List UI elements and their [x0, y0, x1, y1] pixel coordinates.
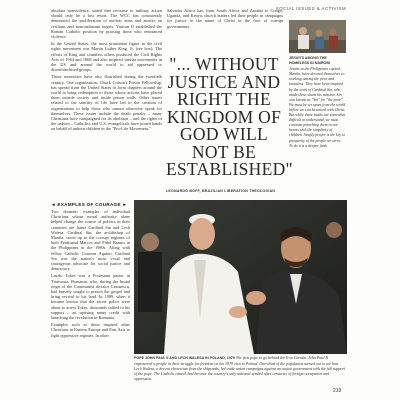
- quote-attribution: LEONARDO BOFF, BRAZILIAN LIBERATION THEOLOGIAN: [166, 189, 276, 193]
- side-caption-title: JESUITS AMONG THE HOMELESS IN NAIROBI: [289, 56, 330, 66]
- top-middle-column: [167, 8, 283, 53]
- homeless-photo: [289, 20, 346, 53]
- pull-quote: "... WITHOUT JUSTICE AND RIGHT THE KINGDOM OF GOD WILL NOT BE ESTABLISHED": [166, 54, 293, 179]
- paragraph: In the United States, the most prominent figure in the civil rights movement was Martin Luther King, Jr. (see box). The efforts of King and countless others produced the Civil Rights Acts of 1964 and 1968 and also inspired similar movements in the US and around the world to aid oppressed or disenfranchised groups.: [51, 41, 162, 73]
- paragraph: Two dramatic examples of individual Christians whose moral authority alone helped change the course of politics in their countries are Jaime Cardinal Sin and Lech Walesa. Cardinal Sin, the archbishop of Manila, stood up to the corrupt regimes of both Ferdinand Marcos and Fidel Ramos in the Philippines in the 1980s. Along with fellow Catholic Corazon Aquino, Cardinal Sin was the nation's most vocal and courageous advocate for social justice and democracy.: [51, 209, 130, 272]
- bottom-left-column: [51, 209, 130, 397]
- pope-walesa-photo-image: [134, 200, 347, 354]
- main-caption-text: The first pope to go behind the Iron Curtain, John Paul II empowered a people in their struggle for freedom on his 1979 visit to Poland. One-third of the population turned out to see him. Lech Walesa, a devout electrician from the shipyards, led trade union campaigns against an unjust government with the full support of the pope. The Catholic church had become the country's only national symbol after centuries of foreign occupation and oppression.: [134, 355, 346, 381]
- paragraph: Salvador Africa has, from South Africa and Zambia to Congo, Uganda, and Kenya, church leaders led their people in campaigns for justice in the name of Christ in the face of corrupt governments.: [167, 8, 283, 29]
- top-left-column: [51, 8, 162, 200]
- homeless-photo-image: [289, 20, 346, 53]
- paragraph: Those minorities have also flourished during the twentieth century. One organization, Chuck Colson's Prison Fellowship, has spread from the United States to form chapters around the world to bring redemption to those whose actions have placed them outside society and inside prison walls. Other issues related to the sanctity of life have led to the creation of organizations to help those who cannot otherwise speak for themselves. These issues include the death penalty – many Christians have campaigned for its abolition – and the rights of the unborn – Catholics and U.S. evangelicals have joined hands on behalf of unborn children in the "Pro-Life Movement.": [51, 74, 162, 132]
- section-subheading: ◄ EXAMPLES OF COURAGE ►: [51, 202, 128, 207]
- paragraph: Examples such as these inspired other Christians in Eastern Europe and East Asia to fight oppressive regimes. In other: [51, 322, 130, 338]
- side-caption-text: Jesuits in the Philippines capital, Manila, have devoted themselves to working among the poor and homeless. They have been inspired by the work of Cardinal Sin, who made these slums his mission. Sin was known as "Sin" for "the poor". We must be set apart from the world before we can be united with Christ. But while these truths are somewhat difficult to understand, we must continue preaching them in our hearts with the simplicity of children. Simply prayer is the key to prosperity of the people we serve. To do it is a deeper faith.: [289, 67, 346, 148]
- main-photo-caption: [134, 355, 346, 381]
- pope-walesa-photo: [134, 200, 347, 354]
- paragraph: Laszlo Tokes was a Protestant pastor in Timisoara, Romania, who, during the brutal reign of the Communist dictator Ceausescu, had bravely sought to preach the gospel and bring revival to his land. In 1989, when it became known that the secret police were about to arrest Tokes, thousands rallied to his support – an uprising many credit with launching the revolution in Romania.: [51, 273, 130, 321]
- main-caption-title: POPE JOHN PAUL II AND LECH WALESA IN POLAND, 1979: [134, 356, 235, 360]
- paragraph: absolute nonviolence, stated that recourse to military action should only be a last resort. The WCC has consistently denounced the proliferation of nuclear arms and attacks on civilians and noncombatant targets. Vatican II established the Roman Catholic position by praising those who renounced violence.: [51, 8, 162, 40]
- running-header: SOCIAL ISSUES & ACTIVISM: [275, 6, 346, 11]
- page-number: 219: [333, 388, 342, 394]
- side-photo-caption: [289, 56, 346, 188]
